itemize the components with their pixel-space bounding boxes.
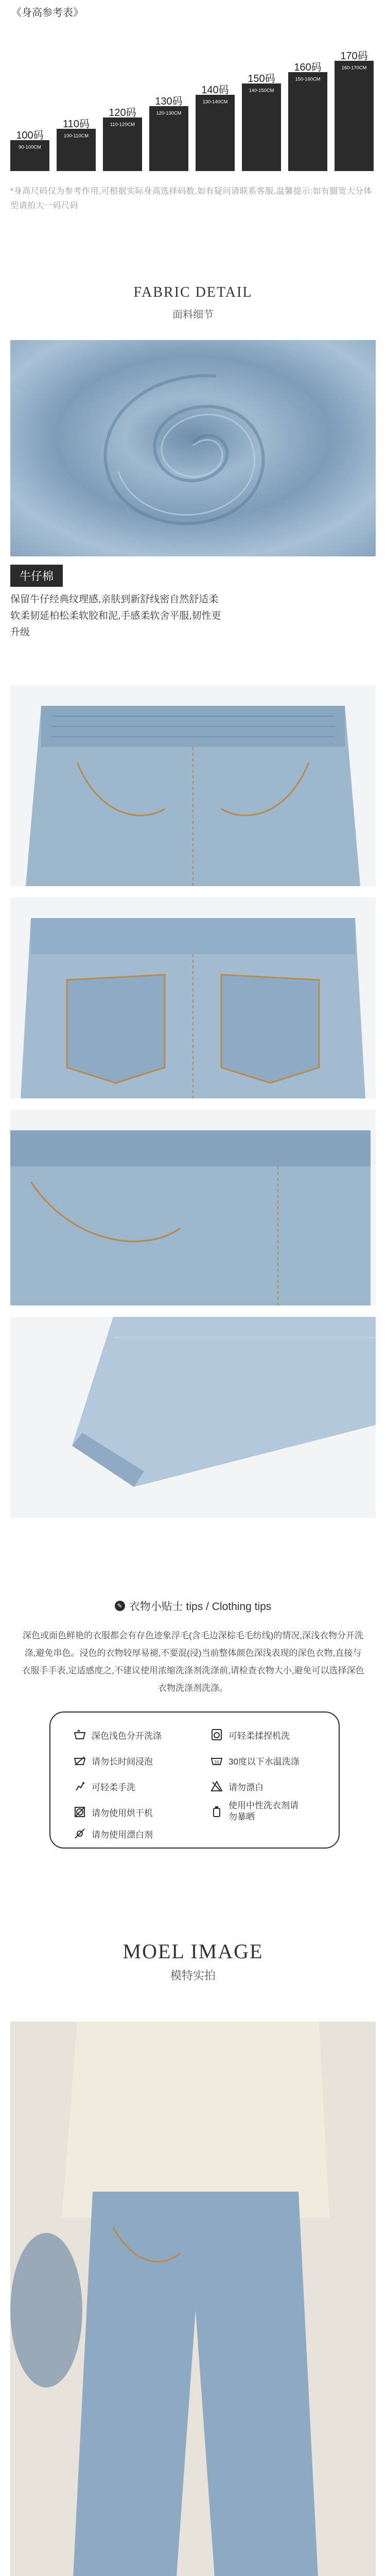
care-item: 可轻柔揉捏机洗 [210, 1728, 290, 1741]
water-temp-icon [210, 1754, 223, 1767]
clothing-tips-heading [0, 1598, 386, 1614]
size-bar-label: 100码 [16, 130, 44, 141]
size-bar-code: 100-110CM [63, 133, 89, 139]
size-bar-label: 140码 [201, 84, 229, 96]
care-instructions-box [49, 1711, 340, 1849]
size-bar-170 [335, 50, 374, 171]
tips-icon: ✎ [115, 1601, 125, 1611]
size-bar-140 [196, 84, 235, 171]
model-photo-1 [10, 2022, 376, 2576]
care-item: 30 30度以下水温洗涤 [210, 1754, 300, 1767]
care-item: 深色浅色分开洗涤 [73, 1728, 162, 1741]
waistband-front-photo [10, 685, 376, 886]
care-item: 请勿使用漂白剂 [73, 1827, 153, 1840]
fabric-description: 保留牛仔经典纹理感,亲肤到新舒线密自然舒适柔软柔韧延柏松柔软胶和泥,手感柔软舍平服,韧性更升级 [10, 594, 221, 638]
size-bar-code: 160-170CM [341, 65, 367, 71]
fabric-closeup-photo [10, 340, 376, 556]
size-bar-label: 110码 [63, 118, 90, 130]
back-pocket-photo [10, 897, 376, 1098]
size-bar-code: 120-130CM [156, 110, 182, 116]
model-image-title: MOEL IMAGE [122, 1940, 264, 1963]
fabric-detail-title: FABRIC DETAIL [133, 284, 253, 300]
no-long-soak-icon [73, 1754, 86, 1767]
size-bar-100 [10, 130, 49, 171]
care-item: 使用中性洗衣剂请勿暴晒 [210, 1800, 328, 1823]
fabric-type-tag: 牛仔棉 [10, 565, 63, 587]
neutral-detergent-icon [210, 1805, 223, 1818]
size-bar-120 [103, 107, 142, 171]
svg-text:30: 30 [214, 1760, 220, 1765]
clothing-tips-label: 衣物小贴士 tips / Clothing tips [129, 1601, 272, 1613]
size-bar-label: 160码 [294, 62, 322, 73]
care-item: 请勿使用烘干机 [73, 1805, 153, 1819]
size-bar-code: 150-160CM [295, 76, 321, 82]
size-bar-label: 150码 [248, 73, 275, 84]
no-sun-icon [73, 1827, 86, 1840]
hem-detail-photo [10, 1317, 376, 1518]
no-tumble-dry-icon [73, 1805, 86, 1819]
machine-wash-icon [210, 1728, 223, 1741]
clothing-tips-body: 深色或面色鲜艳的衣服都会有存色迹象浮毛(含毛边深棕毛毛纺线)的情况,深浅衣物分开洗涤,避免串色。浸色的衣物较厚易褪,不要混(浸)当前整体颜色深浅表现的深色衣物,直接与衣服手手表,定适感度之,不建议使用浓缩洗涤剂洗涤前,请检查衣物大小,避免可以选择深色衣物洗涤剂洗涤。 [22, 1631, 364, 1693]
size-bar-150 [242, 73, 281, 171]
size-bar-code: 130-140CM [202, 99, 228, 105]
size-bar-code: 110-120CM [110, 122, 135, 128]
size-reference-chart [10, 47, 376, 171]
size-reference-note: *身高尺码仅为参考作用,可根据实际身高选择码数,如有疑问请联系客服,温馨提示:如有腿宽大分体型请拍大一码尺码 [10, 187, 373, 210]
size-bar-code: 140-150CM [249, 88, 274, 94]
size-bar-110 [57, 118, 96, 171]
size-reference-title: 《身高参考表》 [11, 7, 83, 19]
side-waist-photo [10, 1110, 376, 1306]
size-bar-130 [149, 96, 188, 171]
care-item: 请勿长时间浸泡 [73, 1754, 153, 1767]
fabric-detail-subtitle: 面料细节 [172, 309, 214, 320]
size-bar-label: 130码 [155, 96, 183, 107]
size-bar-160 [288, 62, 327, 171]
size-bar-label: 170码 [340, 50, 368, 62]
no-bleach-icon [210, 1780, 223, 1793]
size-bar-code: 90-100CM [19, 144, 41, 150]
care-item: 请勿漂白 [210, 1780, 264, 1793]
size-bar-label: 120码 [109, 107, 136, 118]
care-item: 可轻柔手洗 [73, 1780, 135, 1793]
hand-wash-icon [73, 1728, 86, 1741]
model-image-subtitle: 模特实拍 [170, 1969, 216, 1982]
soft-brush-icon [73, 1780, 86, 1793]
